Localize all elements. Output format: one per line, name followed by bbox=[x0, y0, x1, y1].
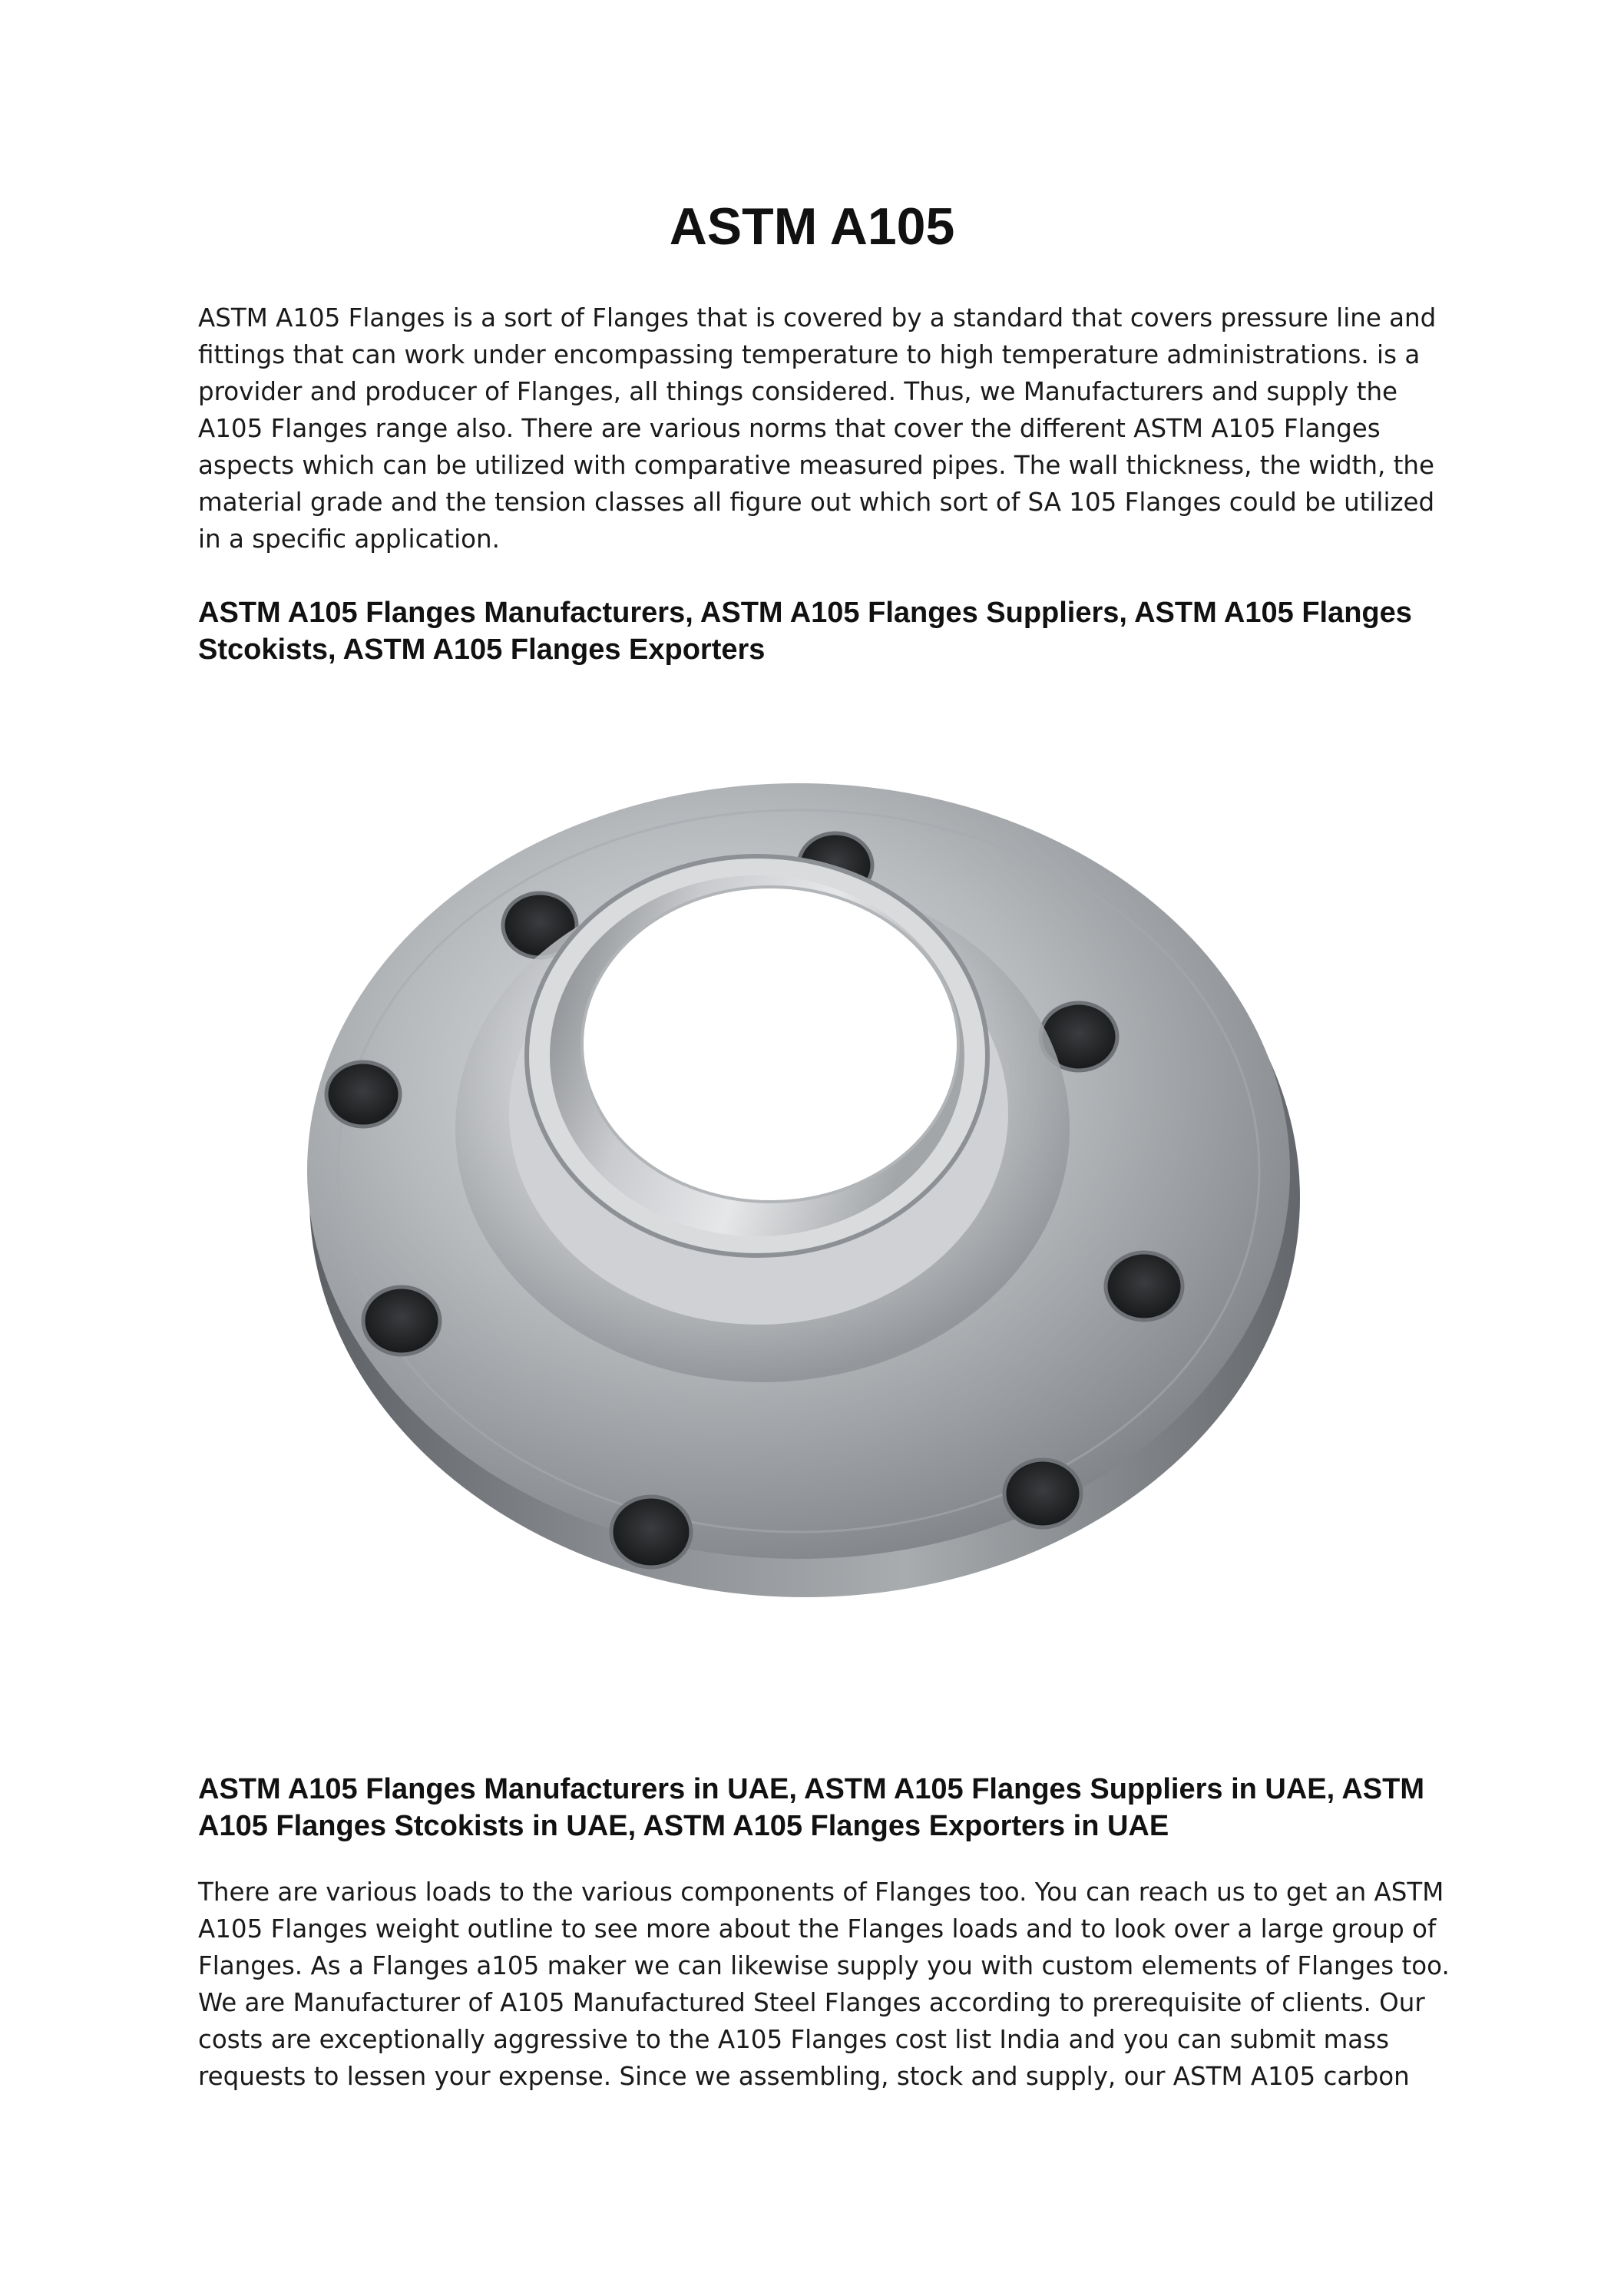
intro-paragraph: ASTM A105 Flanges is a sort of Flanges that is covered by a standard that covers pressure line and fittings that can work under encompassing temperature to high temperature administrations. is a provider and producer of Flanges, all things considered. Thus, we Manufacturers and supply the A105 Flanges range also. There are various norms that cover the different ASTM A105 Flanges aspects which can be utilized with comparative measured pipes. The wall thickness, the width, the material grade and the tension classes all figure out which sort of SA 105 Flanges could be utilized in a specific application. bbox=[198, 303, 1437, 554]
flange-image bbox=[198, 695, 1427, 1701]
weld-neck-flange-icon bbox=[198, 695, 1427, 1701]
section-heading-uae: ASTM A105 Flanges Manufacturers in UAE, ASTM A105 Flanges Suppliers in UAE, ASTM A105 Flanges Stcokists in UAE, ASTM A105 Flanges Exporters in UAE bbox=[198, 1773, 1425, 1842]
page-title: ASTM A105 bbox=[669, 197, 955, 256]
section-heading-suppliers: ASTM A105 Flanges Manufacturers, ASTM A105 Flanges Suppliers, ASTM A105 Flanges Stcokists, ASTM A105 Flanges Exporters bbox=[198, 597, 1412, 666]
body-paragraph: There are various loads to the various components of Flanges too. You can reach us to get an ASTM A105 Flanges weight outline to see more about the Flanges loads and to look over a large group of Flanges. As a Flanges a105 maker we can likewise supply you with custom elements of Flanges too. We are Manufacturer of A105 Manufactured Steel Flanges according to prerequisite of clients. Our costs are exceptionally aggressive to the A105 Flanges cost list India and you can submit mass requests to lessen your expense. Since we assembling, stock and supply, our ASTM A105 carbon bbox=[198, 1877, 1450, 2091]
